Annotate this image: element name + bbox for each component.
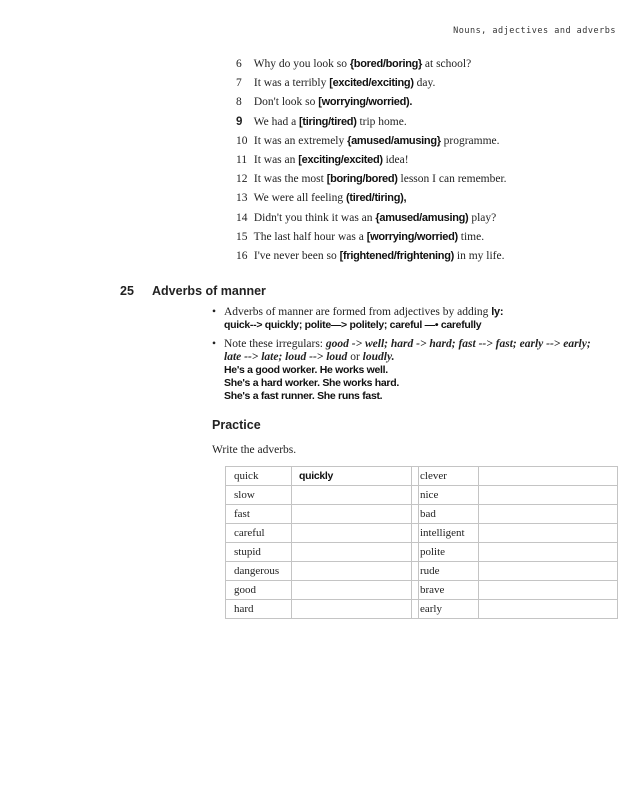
sentence-number: 15 bbox=[236, 230, 248, 243]
table-row bbox=[226, 467, 419, 486]
table-row bbox=[412, 600, 618, 619]
adverb-answer-cell[interactable] bbox=[292, 543, 419, 562]
sentence-text: It was a terribly bbox=[253, 77, 330, 90]
sentence-text: We were all feeling bbox=[253, 192, 346, 205]
example-sentence: She's a hard worker. She works hard. bbox=[224, 377, 399, 389]
adverb-answer-cell[interactable] bbox=[292, 486, 419, 505]
table-row bbox=[226, 524, 419, 543]
irregulars-list: good -> well; hard -> hard; fast --> fast; early --> early; bbox=[325, 338, 591, 350]
table-row bbox=[412, 467, 618, 486]
sentence-number: 9 bbox=[236, 115, 243, 128]
sentence-number: 16 bbox=[236, 249, 248, 262]
section-title: Adverbs of manner bbox=[152, 284, 266, 298]
adjective-cell: dangerous bbox=[226, 562, 292, 581]
rule-examples: quick--> quickly; polite—> politely; careful —• carefully bbox=[224, 319, 482, 331]
sentence-text: It was an bbox=[253, 153, 299, 166]
adverb-answer-cell[interactable] bbox=[292, 505, 419, 524]
table-row bbox=[412, 505, 618, 524]
word-choice: [worrying/worried) bbox=[366, 230, 458, 243]
adjective-cell: stupid bbox=[226, 543, 292, 562]
bullet-icon: • bbox=[212, 306, 217, 318]
adjective-cell: slow bbox=[226, 486, 292, 505]
sentence-text: Don't look so bbox=[253, 96, 319, 109]
word-choice: {amused/amusing) bbox=[375, 211, 469, 224]
adjective-cell: clever bbox=[412, 467, 479, 486]
table-row bbox=[412, 581, 618, 600]
table-row bbox=[412, 486, 618, 505]
sentence-text: Didn't you think it was an bbox=[253, 211, 376, 224]
rule-bullet bbox=[212, 338, 622, 403]
rule-text: Note these irregulars: bbox=[224, 338, 326, 350]
word-choice: [tiring/tired) bbox=[299, 115, 357, 128]
example-sentence: He's a good worker. He works well. bbox=[224, 364, 388, 376]
rule-text: or bbox=[347, 351, 363, 363]
bullet-icon: • bbox=[212, 338, 217, 350]
adjective-cell: hard bbox=[226, 600, 292, 619]
table-row bbox=[412, 543, 618, 562]
sentence-item bbox=[236, 134, 507, 153]
table-row bbox=[226, 581, 419, 600]
sentence-number: 12 bbox=[236, 173, 248, 186]
sentence-text: The last half hour was a bbox=[253, 230, 367, 243]
adjective-cell: bad bbox=[412, 505, 479, 524]
word-choice: [excited/exciting) bbox=[329, 77, 414, 90]
sentence-number: 6 bbox=[236, 58, 242, 70]
adjective-cell: intelligent bbox=[412, 524, 479, 543]
irregulars-list: late --> late; loud --> loud bbox=[224, 351, 348, 363]
adverb-answer-cell[interactable] bbox=[479, 524, 618, 543]
sentence-text: lesson I can remember. bbox=[397, 173, 507, 186]
rule-bullet bbox=[212, 306, 622, 332]
word-choice: {bored/boring} bbox=[349, 58, 423, 70]
sentence-number: 13 bbox=[236, 192, 248, 205]
adverb-answer-cell[interactable] bbox=[479, 467, 618, 486]
sentence-item bbox=[236, 211, 507, 230]
table-row bbox=[412, 524, 618, 543]
adverb-answer-cell[interactable] bbox=[479, 581, 618, 600]
word-choice: [worrying/worried). bbox=[318, 96, 413, 109]
word-choice: {amused/amusing} bbox=[347, 134, 441, 147]
word-choice: [exciting/excited) bbox=[298, 153, 383, 166]
rule-suffix: ly: bbox=[491, 306, 504, 318]
sentence-text: We had a bbox=[253, 115, 300, 128]
word-choice: [frightened/frightening) bbox=[339, 249, 455, 262]
sentence-text: I've never been so bbox=[253, 249, 340, 262]
table-row bbox=[226, 505, 419, 524]
sentence-text: Why do you look so bbox=[253, 58, 350, 70]
table-row bbox=[226, 543, 419, 562]
adjective-cell: brave bbox=[412, 581, 479, 600]
rules-list bbox=[212, 306, 622, 409]
sentence-text: programme. bbox=[440, 134, 500, 147]
adverb-answer-cell[interactable] bbox=[479, 600, 618, 619]
sentence-item bbox=[236, 230, 507, 249]
sentence-number: 11 bbox=[236, 153, 248, 166]
table-row bbox=[226, 562, 419, 581]
sentence-item bbox=[236, 57, 507, 76]
table-row bbox=[412, 562, 618, 581]
irregulars-list: loudly. bbox=[362, 351, 395, 363]
adverbs-table-left bbox=[225, 466, 419, 619]
sentence-text: idea! bbox=[382, 153, 409, 166]
adverb-answer-cell[interactable] bbox=[479, 505, 618, 524]
sentence-item bbox=[236, 95, 507, 114]
sentence-number: 8 bbox=[236, 96, 242, 109]
sentence-item bbox=[236, 76, 507, 95]
practice-title: Practice bbox=[212, 418, 261, 432]
sentence-number: 14 bbox=[236, 211, 248, 224]
sentence-item bbox=[236, 249, 507, 268]
sentence-text: in my life. bbox=[454, 249, 505, 262]
adjective-cell: quick bbox=[226, 467, 292, 486]
sentence-item bbox=[236, 191, 507, 210]
adjective-cell: good bbox=[226, 581, 292, 600]
adverbs-table-right bbox=[411, 466, 618, 619]
adverb-answer-cell[interactable] bbox=[479, 543, 618, 562]
adverb-answer-cell[interactable] bbox=[292, 581, 419, 600]
word-choice: [boring/bored) bbox=[326, 173, 398, 186]
adverb-answer-cell[interactable] bbox=[479, 562, 618, 581]
adjective-cell: rude bbox=[412, 562, 479, 581]
sentence-text: trip home. bbox=[356, 115, 407, 128]
adverb-answer-cell[interactable] bbox=[292, 600, 419, 619]
sentence-item bbox=[236, 172, 507, 191]
adverb-answer-cell[interactable] bbox=[292, 562, 419, 581]
practice-instruction: Write the adverbs. bbox=[212, 444, 297, 456]
sentence-number: 10 bbox=[236, 134, 248, 147]
running-header: Nouns, adjectives and adverbs bbox=[453, 26, 616, 36]
word-choice: (tired/tiring), bbox=[345, 192, 407, 205]
exercise-sentences bbox=[236, 57, 507, 268]
example-sentence: She's a fast runner. She runs fast. bbox=[224, 390, 383, 402]
adverb-answer-cell[interactable] bbox=[479, 486, 618, 505]
adjective-cell: fast bbox=[226, 505, 292, 524]
sentence-number: 7 bbox=[236, 77, 242, 90]
sentence-text: It was an extremely bbox=[253, 134, 348, 147]
sentence-text: play? bbox=[468, 211, 497, 224]
sentence-text: at school? bbox=[422, 58, 472, 70]
adjective-cell: polite bbox=[412, 543, 479, 562]
table-row bbox=[226, 600, 419, 619]
adverb-answer-cell[interactable] bbox=[292, 524, 419, 543]
table-row bbox=[226, 486, 419, 505]
sentence-item bbox=[236, 115, 507, 134]
sentence-text: It was the most bbox=[253, 173, 327, 186]
adverb-answer-cell[interactable]: quickly bbox=[292, 467, 419, 486]
section-number: 25 bbox=[120, 284, 134, 298]
section-heading bbox=[120, 284, 266, 298]
rule-text: Adverbs of manner are formed from adjectives by adding bbox=[224, 306, 492, 318]
adjective-cell: nice bbox=[412, 486, 479, 505]
adjective-cell: careful bbox=[226, 524, 292, 543]
sentence-text: time. bbox=[457, 230, 485, 243]
adjective-cell: early bbox=[412, 600, 479, 619]
sentence-text: day. bbox=[413, 77, 436, 90]
sentence-item bbox=[236, 153, 507, 172]
